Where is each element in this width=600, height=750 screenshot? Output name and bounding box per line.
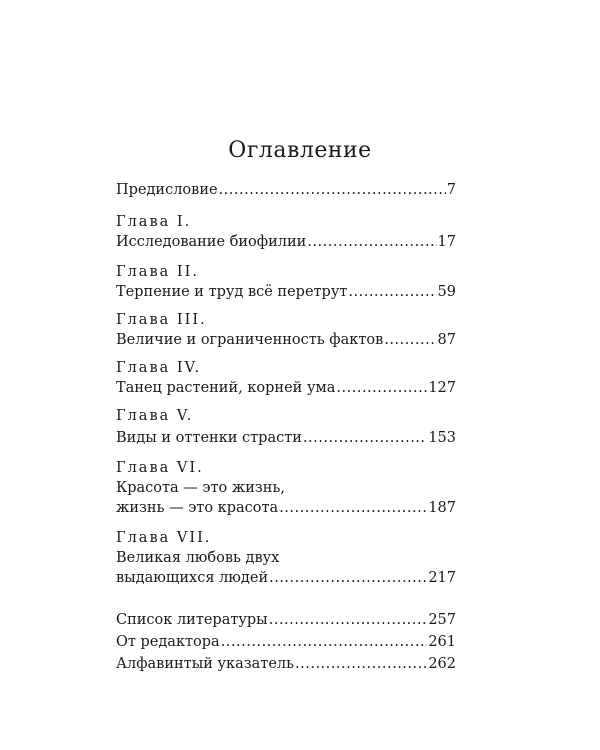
entry-title: Предисловие — [116, 182, 218, 198]
page-number: 153 — [428, 430, 456, 446]
entry-title: Величие и ограниченность фактов — [116, 332, 384, 348]
toc-entry-editor — [116, 632, 456, 652]
leader-dots — [307, 232, 436, 252]
chapter-heading-4: Глава IV. — [116, 360, 202, 376]
entry-title: Виды и оттенки страсти — [116, 430, 302, 446]
toc-entry-index — [116, 654, 456, 674]
chapter-heading-7: Глава VII. — [116, 530, 212, 546]
page-title: Оглавление — [228, 138, 372, 163]
leader-dots — [303, 428, 427, 448]
leader-dots — [295, 654, 427, 674]
entry-title: Алфавинтый указатель — [116, 656, 295, 672]
page-number: 127 — [428, 380, 456, 396]
toc-entry-ch7-line1: Великая любовь двух — [116, 550, 280, 566]
toc-entry-bibliography — [116, 610, 456, 630]
leader-dots — [269, 610, 428, 630]
chapter-heading-3: Глава III. — [116, 312, 207, 328]
leader-dots — [219, 180, 446, 200]
toc-entry-ch4 — [116, 378, 456, 398]
page-number: 7 — [446, 182, 456, 198]
toc-entry-ch5 — [116, 428, 456, 448]
leader-dots — [336, 378, 427, 398]
leader-dots — [279, 498, 427, 518]
toc-entry-ch1 — [116, 232, 456, 252]
page-number: 87 — [437, 332, 456, 348]
chapter-heading-6: Глава VI. — [116, 460, 204, 476]
entry-title: выдающихся людей — [116, 570, 269, 586]
page-number: 257 — [428, 612, 456, 628]
page-number: 217 — [428, 570, 456, 586]
toc-entry-ch6-line1: Красота — это жизнь, — [116, 480, 285, 496]
page-number: 187 — [428, 500, 456, 516]
entry-title: Исследование биофилии — [116, 234, 307, 250]
entry-title: От редактора — [116, 634, 220, 650]
leader-dots — [221, 632, 428, 652]
chapter-heading-1: Глава I. — [116, 214, 192, 230]
entry-title: Танец растений, корней ума — [116, 380, 336, 396]
leader-dots — [384, 330, 436, 350]
leader-dots — [269, 568, 427, 588]
chapter-heading-2: Глава II. — [116, 264, 199, 280]
page-number: 59 — [437, 284, 456, 300]
chapter-heading-5: Глава V. — [116, 408, 194, 424]
entry-title: Список литературы — [116, 612, 268, 628]
toc-entry-ch3 — [116, 330, 456, 350]
toc-entry-ch7 — [116, 568, 456, 588]
entry-title: Терпение и труд всё перетрут — [116, 284, 348, 300]
toc-entry-ch6 — [116, 498, 456, 518]
page-number: 261 — [428, 634, 456, 650]
page-number: 17 — [437, 234, 456, 250]
entry-title: жизнь — это красота — [116, 500, 279, 516]
toc-entry-preface — [116, 180, 456, 200]
toc-entry-ch2 — [116, 282, 456, 302]
leader-dots — [348, 282, 436, 302]
page-number: 262 — [428, 656, 456, 672]
